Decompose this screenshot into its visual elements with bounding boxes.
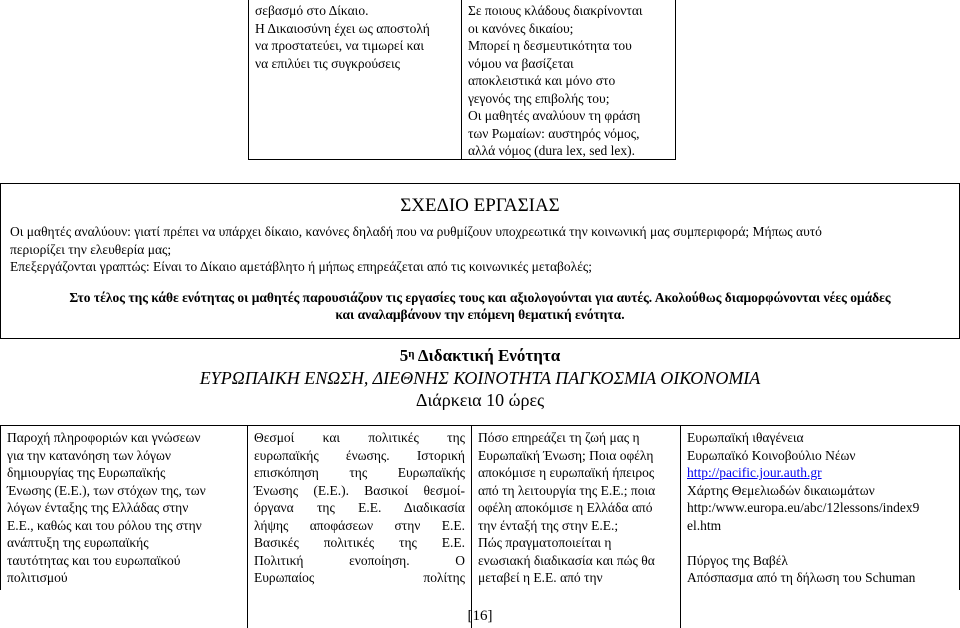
text-line: Οι μαθητές αναλύουν: γιατί πρέπει να υπάρχει δίκαιο, κανόνες δηλαδή που να ρυθμίζουν υποχρεωτικά την κοινωνική μας συμπεριφορά; Μήπως αυτό <box>10 224 822 239</box>
text-line: Ένωσης (Ε.Ε.). Βασικοί θεσμοί- <box>254 482 465 498</box>
text-line: Χάρτης Θεμελιωδών δικαιωμάτων <box>687 482 875 498</box>
work-plan-box <box>0 183 960 339</box>
text-line: οι κανόνες δικαίου; <box>468 20 574 36</box>
text-line: να επιλύει τις συγκρούσεις <box>255 55 400 71</box>
text-line: Παροχή πληροφοριών και γνώσεων <box>7 430 201 445</box>
text-line: el.htm <box>687 517 722 533</box>
text-line: Η Δικαιοσύνη έχει ως αποστολή <box>255 20 430 36</box>
unit-number-superscript: η <box>408 348 415 360</box>
text-line: Πώς πραγματοποιείται η <box>478 535 612 550</box>
text-line: από τη λειτουργία της Ε.Ε.; ποια <box>478 482 656 498</box>
text-line: μεταβεί η Ε.Ε. από την <box>478 570 603 585</box>
text-line: όργανα της Ε.Ε. Διαδικασία <box>254 500 465 515</box>
unit-duration: Διάρκεια 10 ώρες <box>415 390 545 410</box>
text-line: νόμου να βασίζεται <box>468 55 574 71</box>
bottom-table-col-content <box>247 425 472 590</box>
bottom-table-col-resources <box>680 425 960 590</box>
text-line: Οι μαθητές αναλύουν τη φράση <box>468 108 641 123</box>
text-line: γεγονός της επιβολής του; <box>468 90 610 106</box>
text-line: οφέλη αποκόμισε η Ελλάδα από <box>478 500 653 515</box>
text-line: Βασικές πολιτικές της Ε.Ε. <box>254 535 465 550</box>
text-line: http:/www.europa.eu/abc/12lessons/index9 <box>687 500 920 515</box>
text-line: για την κατανόηση των λόγων <box>7 447 171 463</box>
text-line: Απόσπασμα από τη δήλωση του Schuman <box>687 570 916 585</box>
text-line: Ευρωπαϊκή Ένωση; Ποια οφέλη <box>478 447 654 463</box>
unit-heading <box>0 345 960 411</box>
text-line: ευρωπαϊκής ένωσης. Ιστορική <box>254 447 465 463</box>
pacific-jour-link[interactable]: http://pacific.jour.auth.gr <box>687 465 822 480</box>
text-line <box>687 534 953 552</box>
top-table <box>248 0 676 160</box>
work-plan-text <box>10 223 950 276</box>
page-number: [16] <box>467 608 493 624</box>
text-line: ενωσιακή διαδικασία και πώς θα <box>478 552 655 568</box>
text-line: πολιτισμού <box>7 570 68 585</box>
text-line: Ευρωπαϊκή ιθαγένεια <box>687 430 804 445</box>
text-line: λήψης αποφάσεων στην Ε.Ε. <box>254 517 465 533</box>
work-plan-title: ΣΧΕΔΙΟ ΕΡΓΑΣΙΑΣ <box>400 195 560 216</box>
text-line: αποκόμισε η ευρωπαϊκή ήπειρος <box>478 465 655 480</box>
text-line: Στο τέλος της κάθε ενότητας οι μαθητές παρουσιάζουν τις εργασίες τους και αξιολογούνται για αυτές. Ακολούθως διαμορφώνονται νέες ομάδες <box>69 289 891 305</box>
text-line: Ένωσης (Ε.Ε.), των στόχων της, των <box>7 482 206 498</box>
text-line: Επεξεργάζονται γραπτώς: Είναι το Δίκαιο αμετάβλητο ή μήπως επηρεάζεται από τις κοινωνικές μεταβολές; <box>10 259 592 274</box>
unit-title-text: Διδακτική Ενότητα <box>417 346 561 365</box>
text-line: αλλά νόμος (dura lex, sed lex). <box>468 143 636 158</box>
bottom-table-col-objectives <box>0 425 248 590</box>
text-line: ταυτότητας και του ευρωπαϊκού <box>7 552 181 568</box>
unit-title <box>0 345 960 367</box>
bottom-table <box>0 425 960 590</box>
text-line: επισκόπηση της Ευρωπαϊκής <box>254 465 465 480</box>
text-line: Θεσμοί και πολιτικές της <box>254 430 465 445</box>
text-line: λόγων ένταξης της Ελλάδας στην <box>7 500 189 515</box>
text-line: Πολιτική ενοποίηση. Ο <box>254 552 465 568</box>
text-line: να προστατεύει, να τιμωρεί και <box>255 38 424 53</box>
text-line: περιορίζει την ελευθερία μας; <box>10 241 172 257</box>
text-line: Ευρωπαϊκό Κοινοβούλιο Νέων <box>687 447 856 463</box>
text-line: Ευρωπαίος πολίτης <box>254 570 465 585</box>
unit-subtitle: ΕΥΡΩΠΑΙΚΗ ΕΝΩΣΗ, ΔΙΕΘΝΗΣ ΚΟΙΝΟΤΗΤΑ ΠΑΓΚΟΣΜΙΑ ΟΙΚΟΝΟΜΙΑ <box>199 368 761 388</box>
text-line: Σε ποιους κλάδους διακρίνονται <box>468 3 643 18</box>
top-table-right-cell <box>461 0 676 160</box>
text-line: και αναλαμβάνουν την επόμενη θεματική ενότητα. <box>335 307 625 322</box>
top-table-left-cell <box>248 0 462 160</box>
text-line: σεβασμό στο Δίκαιο. <box>255 3 369 18</box>
work-plan-conclusion <box>10 289 950 324</box>
text-line: Πόσο επηρεάζει τη ζωή μας η <box>478 430 640 445</box>
unit-number: 5 <box>399 346 409 365</box>
text-line: των Ρωμαίων: αυστηρός νόμος, <box>468 125 640 141</box>
text-line: Ε.Ε., καθώς και του ρόλου της στην <box>7 517 202 533</box>
text-line: αποκλειστικά και μόνο στο <box>468 73 616 88</box>
text-line: Μπορεί η δεσμευτικότητα του <box>468 38 632 53</box>
bottom-table-col-questions <box>471 425 681 590</box>
text-line: την ένταξή της στην Ε.Ε.; <box>478 517 619 533</box>
text-line: Πύργος της Βαβέλ <box>687 552 788 568</box>
text-line: δημιουργίας της Ευρωπαϊκής <box>7 465 166 480</box>
text-line: ανάπτυξη της ευρωπαϊκής <box>7 535 149 550</box>
